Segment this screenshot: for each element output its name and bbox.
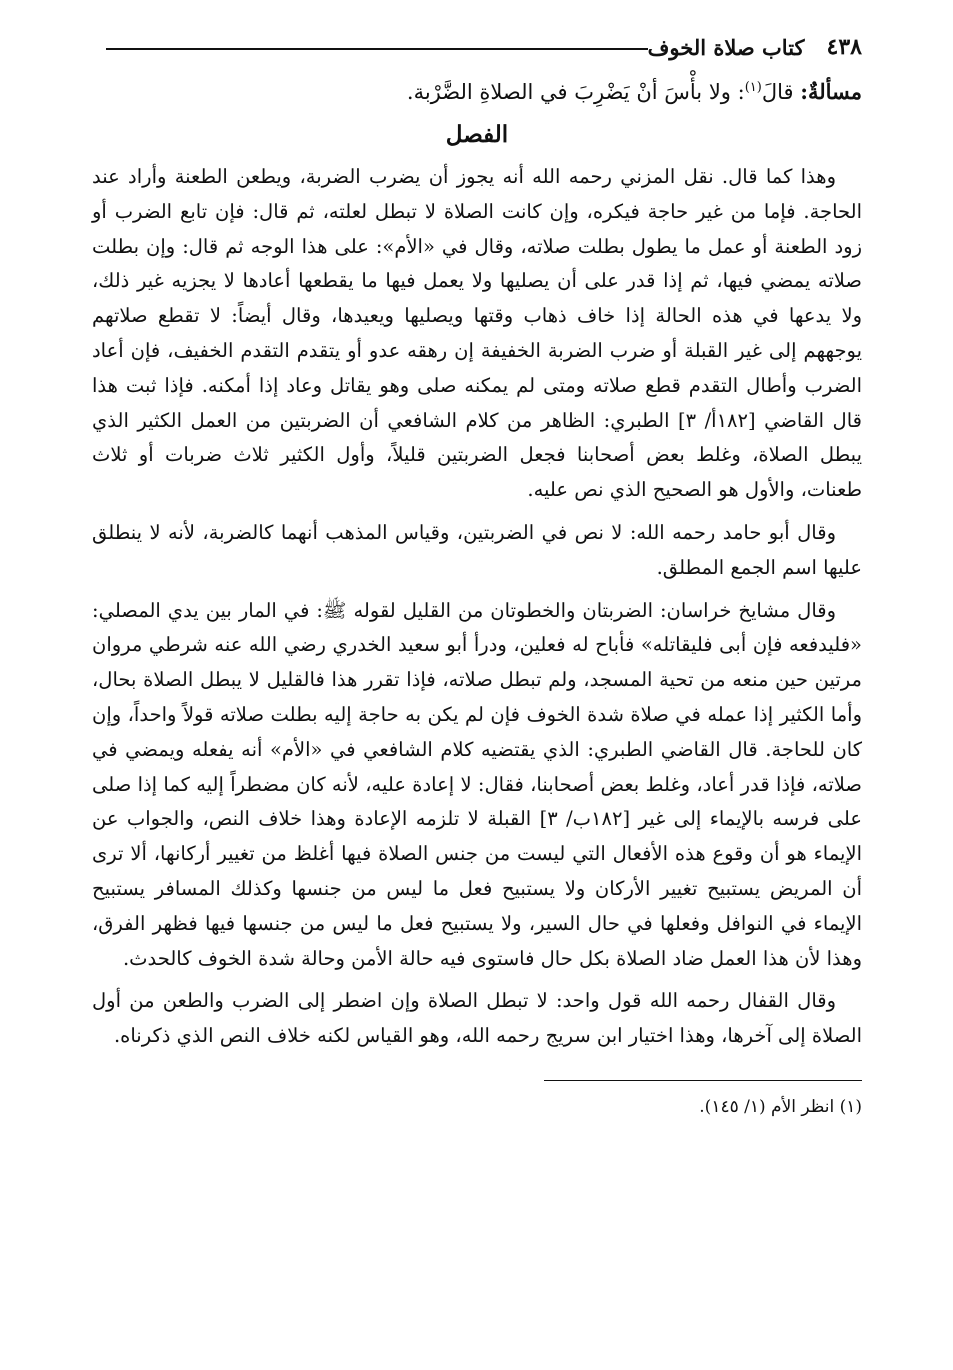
header-rule (106, 48, 648, 50)
running-header (92, 30, 862, 64)
body-paragraph: وقال مشايخ خراسان: الضربتان والخطوتان من القليل لقوله ﷺ: في المار بين يدي المصلي: «فليدفعه فإن أبى فليقاتله» فأباح له فعلين، ودرأ أبو سعيد الخدري رضي الله عنه شرطي مروان مرتين حين منعه من تحية المسجد، ولم تبطل صلاته، فإذا تقرر هذا فالقليل لا يبطل الصلاة بحال، وأما الكثير إذا عمله في صلاة شدة الخوف فإن لم يكن به حاجة إليه بطلت صلاته قولاً واحداً، وإن كان للحاجة. قال القاضي الطبري: الذي يقتضيه كلام الشافعي في «الأم» أنه يفعله ويمضي في صلاته، فإذا قدر أعاد، وغلط بعض أصحابنا، فقال: لا إعادة عليه، لأنه كان مضطراً إليه كما إذا صلى على فرسه بالإيماء إلى غير [١٨٢ب/ ٣] القبلة لا تلزمه الإعادة وهذا خلاف النص، والجواب عن الإيماء هو أن وقوع هذه الأفعال التي ليست من جنس الصلاة فيها أغلظ من تغيير أركانها، ألا ترى أن المريض يستبيح تغيير الأركان ولا يستبيح فعل ما ليس من جنسها وكذلك المسافر يستبيح الإيماء في النوافل وفعلها في حال السير، ولا يستبيح فعل ما ليس من جنسها فيها فظهر الفرق، وهذا لأن هذا العمل ضاد الصلاة بكل حال فاستوى فيه حالة الأمن وحالة شدة الخوف كالحدث. (92, 598, 862, 970)
page-number: ٤٣٨ (826, 34, 862, 60)
body-paragraph: وقال أبو حامد رحمه الله: لا نص في الضربتين، وقياس المذهب أنهما كالضربة، لأنه لا ينطلق عليها اسم الجمع المطلق. (92, 520, 862, 579)
book-page (92, 30, 862, 1121)
body-paragraph: وهذا كما قال. نقل المزني رحمه الله أنه يجوز أن يضرب الضربة، ويطعن الطعنة وأراد عند الحاجة. فإما من غير حاجة فيكره، وإن كانت الصلاة لا تبطل لعلته، ثم قال: فإن تابع الضرب أو زود الطعنة أو عمل ما يطول بطلت صلاته، وقال في «الأم»: على هذا الوجه ثم قال: وإن بطلت صلاته يمضي فيها، ثم إذا قدر على أن يصليها ولا يعمل فيها ما يقطعها أعادها لا يجزيه غير ذلك، ولا يدعها في هذه الحالة إذا خاف ذهاب وقتها ويصليها ويعيدها، وقال أيضاً: لا تقطع صلاتهم يوجههم إلى غير القبلة أو ضرب الضربة الخفيفة إن رهقه عدو أو يتقدم التقدم الخفيف، فإن أعاد الضرب وأطال التقدم قطع صلاته ومتى لم يمكنه صلى وهو يقاتل وعاد إذا أمكنه. فإذا ثبت هذا قال القاضي [١٨٢أ/ ٣] الطبري: الظاهر من كلام الشافعي أن الضربتين من العمل الكثير الذي يبطل الصلاة، وغلط بعض أصحابنا فجعل الضربتين قليلاً، وأول الكثير ثلاث ضربات أو ثلاث طعنات، والأول هو الصحيح الذي نص عليه. (92, 165, 862, 502)
masala-text: : ولا بأْسَ أنْ يَضْرِبَ في الصلاةِ الضَّرْبة. (406, 80, 745, 104)
body-paragraph: وقال القفال رحمه الله قول واحد: لا تبطل الصلاة وإن اضطر إلى الضرب والطعن من أول الصلاة إلى آخرها، وهذا اختيار ابن سريج رحمه الله، وهو القياس لكنه خلاف النص الذي ذكرناه. (92, 989, 862, 1048)
masala-said: قالَ (761, 80, 801, 104)
masala-label: مسألةٌ: (800, 79, 862, 104)
masala-statement (92, 68, 862, 112)
footnote-reference: (١) (744, 80, 762, 95)
section-heading: الفصل (445, 121, 509, 148)
footnote: (١) انظر الأم (١/ ١٤٥). (699, 1096, 862, 1117)
footnote-divider (544, 1080, 862, 1081)
running-title: كتاب صلاة الخوف (647, 34, 805, 60)
